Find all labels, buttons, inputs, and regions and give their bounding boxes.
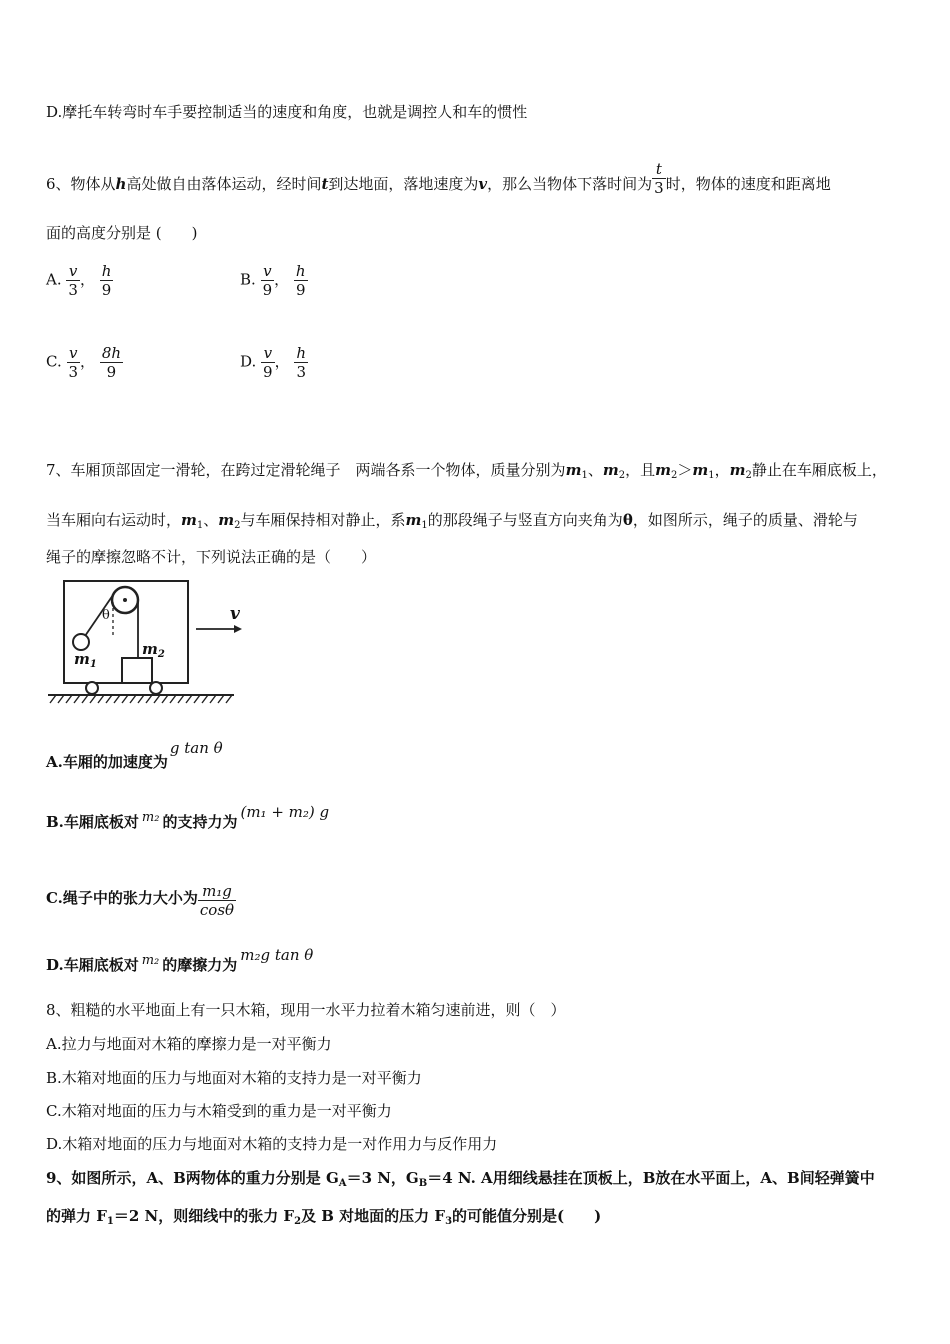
q8-stem: 8、粗糙的水平地面上有一只木箱，现用一水平力拉着木箱匀速前进，则（ ）	[46, 1001, 566, 1019]
mass-m2	[122, 658, 152, 683]
q7-stem-line2: 当车厢向右运动时，$m_1$、$m_2$与车厢保持相对静止，系$m_1$的那段绳子与竖直方向夹角为θ，如图所示，绳子的质量、滑轮与	[46, 511, 858, 531]
wheel-right	[150, 682, 162, 694]
q8-option-b[interactable]: B.木箱对地面的压力与地面对木箱的支持力是一对平衡力	[46, 1069, 422, 1087]
q7-option-d[interactable]: D.车厢底板对 m₂ 的摩擦力为m₂g tan θ	[46, 946, 314, 974]
q8-option-a[interactable]: A.拉力与地面对木箱的摩擦力是一对平衡力	[46, 1035, 332, 1053]
ground-hatch	[50, 695, 232, 703]
q6-time-fraction: $\frac{t}{3}$	[654, 160, 664, 197]
q6-stem: 6、物体从h高处做自由落体运动，经时间t到达地面，落地速度为v，那么当物体下落时间为 $\frac{t}{3}$ 时，物体的速度和距离地	[46, 160, 831, 197]
m1-label: $m_1$	[74, 650, 97, 670]
q7-option-a[interactable]: A.车厢的加速度为g tan θ	[46, 739, 223, 771]
arrow-head-icon	[234, 625, 242, 633]
q7-figure	[44, 578, 244, 708]
q7-option-c[interactable]: C.绳子中的张力大小为 $\frac{\text{m₁g}}{\cos\theta}$	[46, 882, 235, 919]
q6-stem-line2: 面的高度分别是 ( )	[46, 224, 198, 242]
theta-label: θ	[102, 608, 110, 623]
q9-stem-line2: 的弹力 $F_1=2$ N，则细线中的张力 $F_2$及 B 对地面的压力 $F_3$的可能值分别是( )	[46, 1207, 602, 1227]
q6-option-d[interactable]: D. $\frac{v}{9}$ ， $\frac{h}{3}$	[240, 344, 307, 381]
mass-m1	[73, 634, 89, 650]
q8-option-c[interactable]: C.木箱对地面的压力与木箱受到的重力是一对平衡力	[46, 1102, 392, 1120]
q7-stem-line1: 7、车厢顶部固定一滑轮，在跨过定滑轮绳子 两端各系一个物体，质量分别为$m_1$、$m_2$，且$m_2>m_1$，$m_2$静止在车厢底板上，	[46, 461, 887, 481]
q6-option-b[interactable]: B. $\frac{v}{9}$ ， $\frac{h}{9}$	[240, 262, 306, 299]
q6-option-a[interactable]: A. $\frac{v}{3}$ ， $\frac{h}{9}$	[46, 262, 112, 299]
wheel-left	[86, 682, 98, 694]
velocity-label: v	[230, 604, 240, 624]
m2-label: $m_2$	[142, 640, 165, 660]
q5-option-d: D.摩托车转弯时车手要控制适当的速度和角度，也就是调控人和车的惯性	[46, 103, 528, 121]
q7-option-b[interactable]: B.车厢底板对 m₂ 的支持力为(m₁ + m₂) g	[46, 803, 330, 831]
q9-stem-line1: 9、如图所示，A、B两物体的重力分别是 $G_A=3$ N，$G_B=4$ N. A用细线悬挂在顶板上，B放在水平面上，A、B间轻弹簧中	[46, 1169, 875, 1189]
q6-option-c[interactable]: C. $\frac{v}{3}$ ， $\frac{8h}{9}$	[46, 344, 122, 381]
q7-stem-line3: 绳子的摩擦忽略不计，下列说法正确的是（ ）	[46, 548, 377, 566]
q8-option-d[interactable]: D.木箱对地面的压力与地面对木箱的支持力是一对作用力与反作用力	[46, 1135, 498, 1153]
